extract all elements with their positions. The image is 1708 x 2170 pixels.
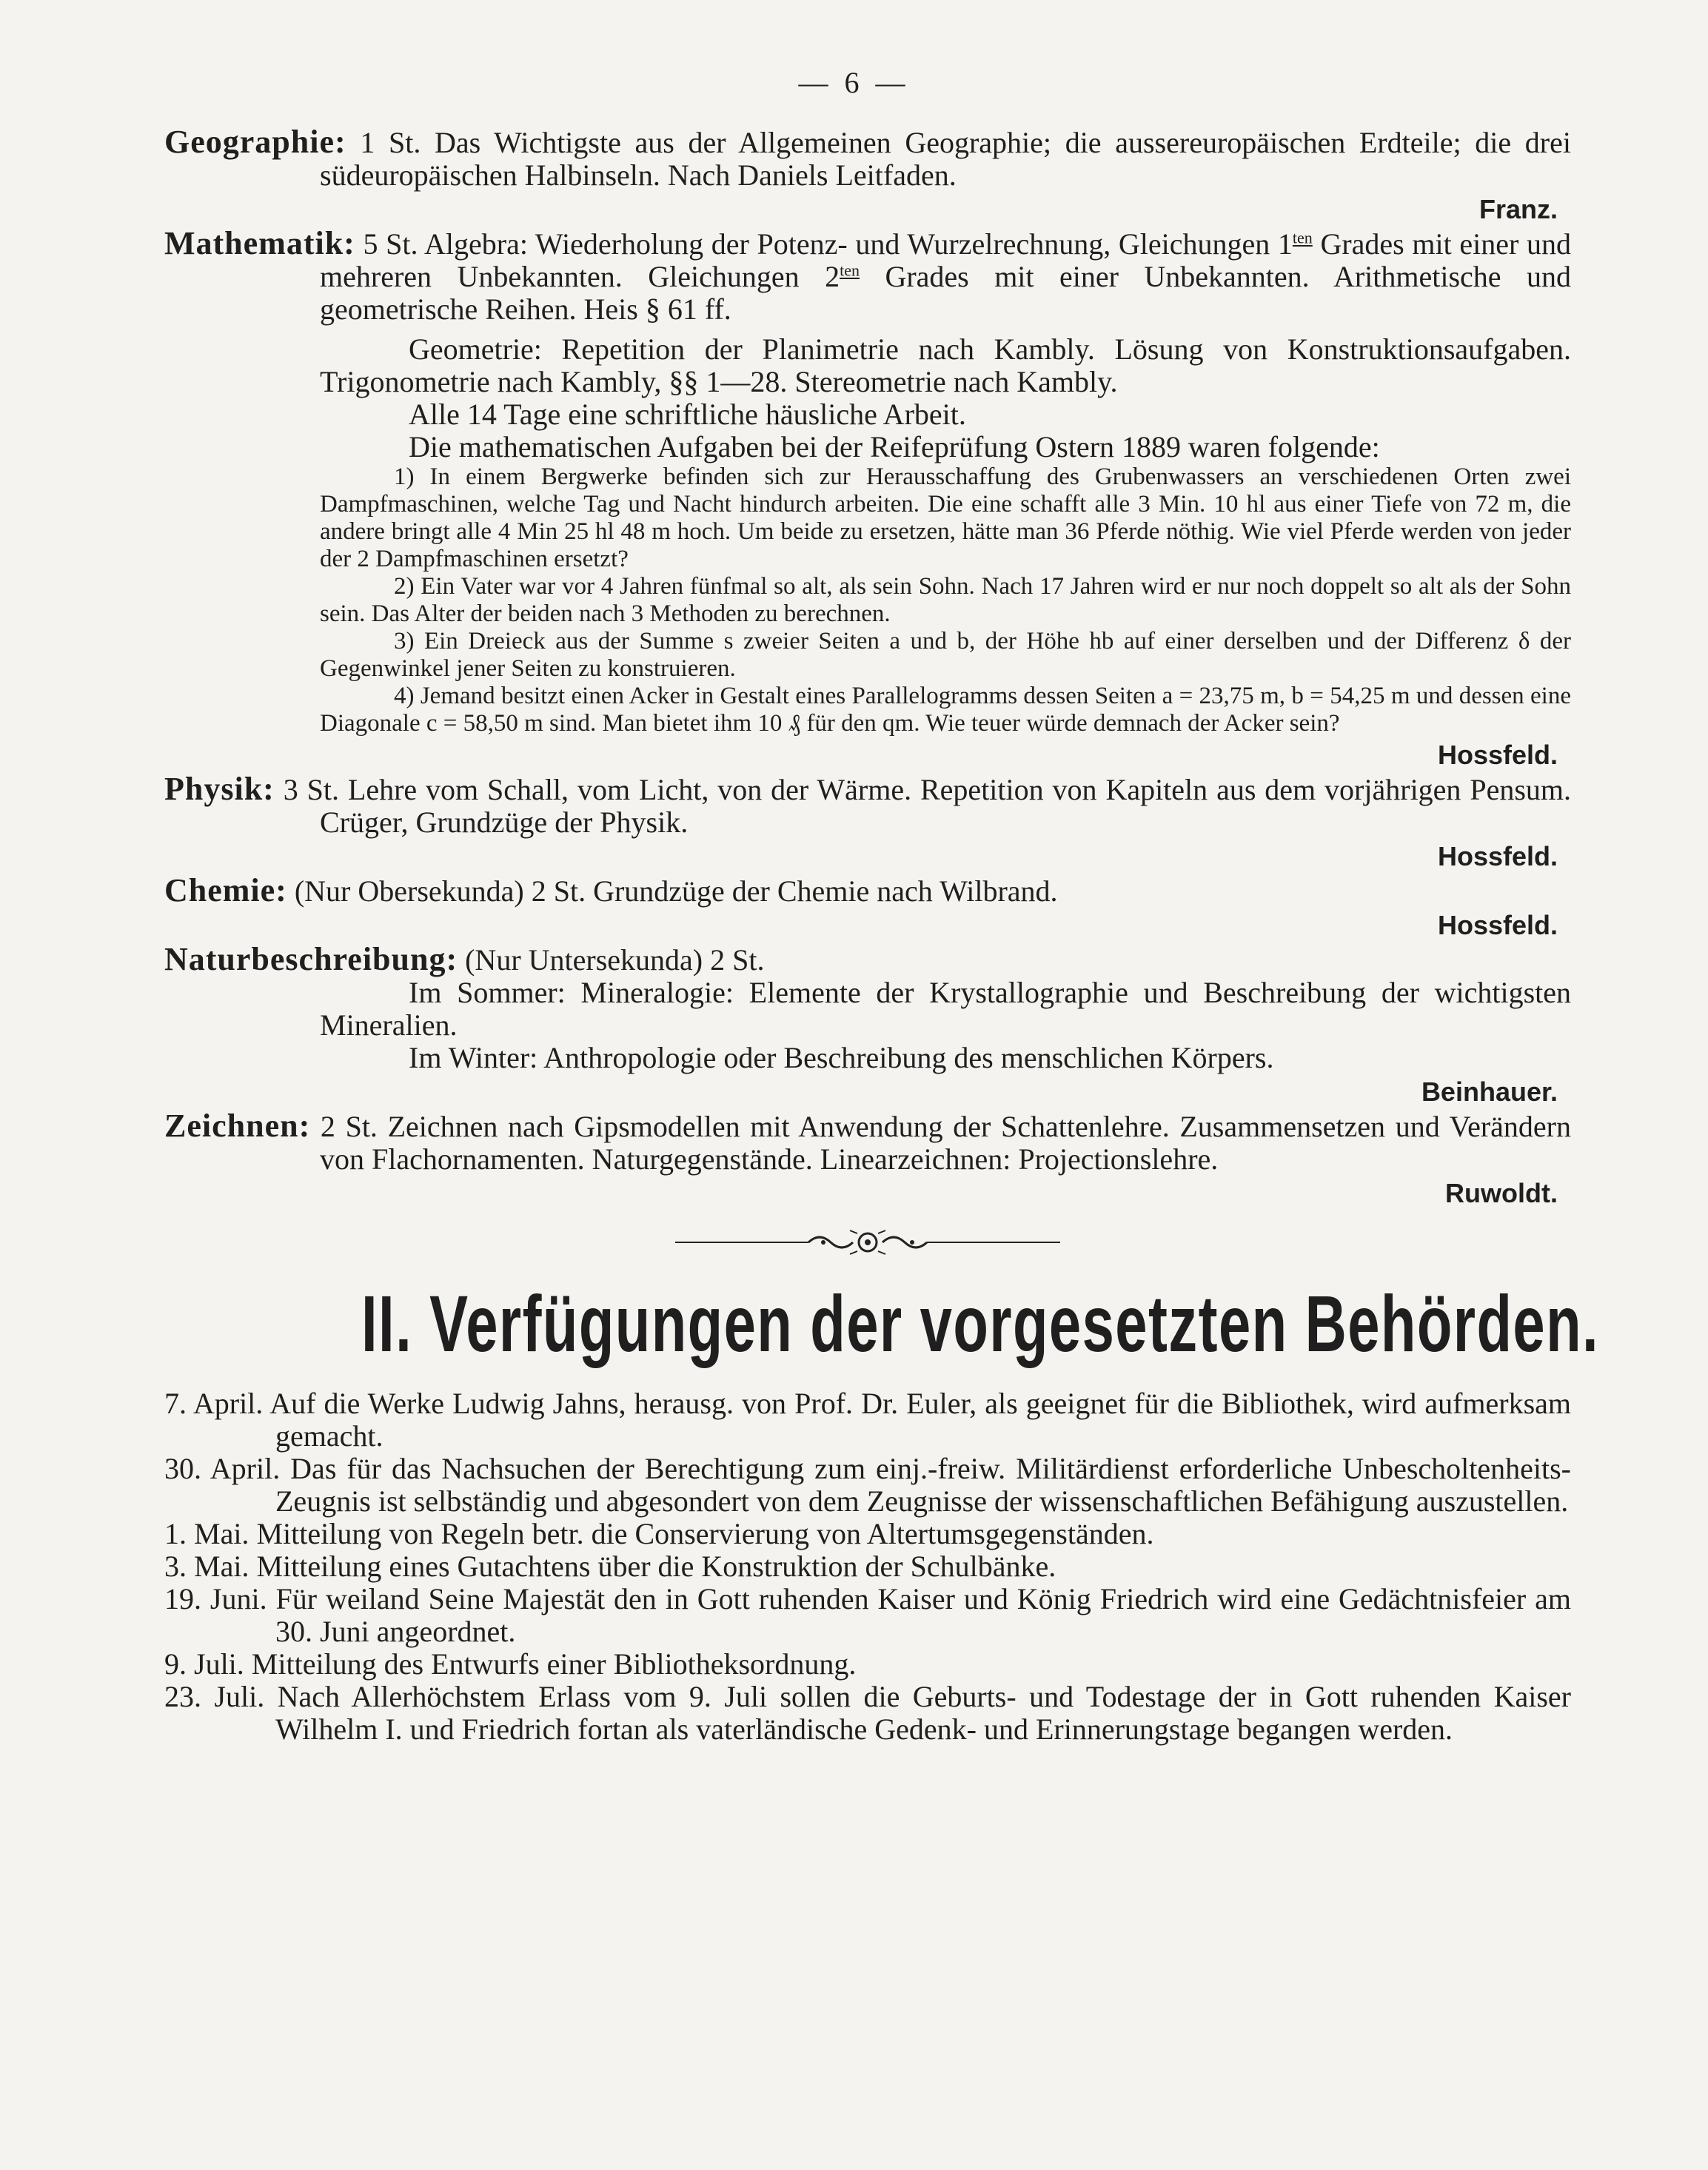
- superscript: ten: [1292, 228, 1313, 247]
- section-text: 2 St. Zeichnen nach Gipsmodellen mit Anwendung der Schattenlehre. Zusammensetzen und Verändern von Flachornamenten. Naturgegenstände. Linearzeichnen: Projectionslehre.: [320, 1110, 1572, 1176]
- subject-heading: Geographie:: [164, 124, 346, 160]
- entry-date: 1. Mai.: [164, 1517, 249, 1550]
- subject-heading: Chemie:: [164, 872, 287, 908]
- section-mathematik: [164, 227, 1571, 326]
- algebra-text-c: Grades mit einer Unbekannten. Arithmetische und geometrische Reihen. Heis § 61 ff.: [320, 260, 1572, 326]
- problem-item: 1) In einem Bergwerke befinden sich zur Herausschaffung des Grubenwassers an verschiedenen Orten zwei Dampfmaschinen, welche Tag und Nacht hindurch arbeiten. Die eine schafft alle 3 Min. 10 hl aus einer Tiefe von 72 m, die andere bringt alle 4 Min 25 hl 48 m hoch. Um beide zu ersetzen, hätte man 36 Pferde nöthig. Wie viel Pferde werden von jeder der 2 Dampfmaschinen ersetzt?: [320, 463, 1571, 572]
- sommer-text: Im Sommer: Mineralogie: Elemente der Krystallographie und Beschreibung der wichtigsten Mineralien.: [320, 976, 1571, 1042]
- section-text: 1 St. Das Wichtigste aus der Allgemeinen Geographie; die aussereuropäischen Erdteile; die drei südeuropäischen Halbinseln. Nach Daniels Leitfaden.: [320, 126, 1571, 192]
- entry-text: Mitteilung eines Gutachtens über die Konstruktion der Schulbänke.: [256, 1550, 1056, 1583]
- teacher-name: Hossfeld.: [1437, 740, 1558, 770]
- entry-date: 3. Mai.: [164, 1550, 249, 1583]
- superscript: ten: [840, 261, 860, 280]
- list-item: [164, 1387, 1571, 1453]
- section-text: 3 St. Lehre vom Schall, vom Licht, von der Wärme. Repetition von Kapiteln aus dem vorjährigen Pensum. Crüger, Grundzüge der Physik.: [283, 773, 1572, 839]
- page-body: [164, 124, 1600, 1746]
- section-text: (Nur Obersekunda) 2 St. Grundzüge der Chemie nach Wilbrand.: [294, 874, 1058, 908]
- subject-heading: Zeichnen:: [164, 1108, 311, 1144]
- problem-item: 3) Ein Dreieck aus der Summe s zweier Seiten a und b, der Höhe hb auf einer derselben und der Differenz δ der Gegenwinkel jener Seiten zu konstruieren.: [320, 628, 1571, 682]
- aufgaben-intro: Die mathematischen Aufgaben bei der Reifeprüfung Ostern 1889 waren folgende:: [409, 430, 1380, 463]
- entry-date: 9. Juli.: [164, 1647, 244, 1681]
- entry-date: 23. Juli.: [164, 1680, 265, 1713]
- entry-text: Das für das Nachsuchen der Berechtigung zum einj.-freiw. Militärdienst erforderliche Unbescholtenheits-Zeugnis ist selbständig und abgesondert von dem Zeugnisse der wissenschaftlichen Befähigung auszustellen.: [275, 1452, 1571, 1518]
- teacher-name: Hossfeld.: [1437, 841, 1558, 871]
- entry-date: 30. April.: [164, 1452, 281, 1485]
- section-title: II. Verfügungen der vorgesetzten Behörden.: [361, 1279, 1600, 1368]
- entry-text: Mitteilung von Regeln betr. die Conservierung von Altertumsgegenständen.: [256, 1517, 1154, 1550]
- entry-text: Auf die Werke Ludwig Jahns, herausg. von Prof. Dr. Euler, als geeignet für die Bibliothek, wird aufmerksam gemacht.: [269, 1387, 1572, 1453]
- teacher-name: Franz.: [1478, 194, 1558, 224]
- subject-heading: Mathematik:: [164, 225, 355, 261]
- entry-date: 7. April.: [164, 1387, 264, 1420]
- entry-date: 19. Juni.: [164, 1582, 267, 1615]
- problem-list: [164, 463, 1571, 737]
- section-text: (Nur Untersekunda) 2 St.: [465, 943, 765, 977]
- section-chemie: [164, 874, 1571, 908]
- problem-item: 2) Ein Vater war vor 4 Jahren fünfmal so alt, als sein Sohn. Nach 17 Jahren wird er nur noch doppelt so alt als der Sohn sein. Das Alter der beiden nach 3 Methoden zu berechnen.: [320, 573, 1571, 627]
- section-naturbeschreibung: [164, 943, 1571, 977]
- list-item: [164, 1648, 1571, 1681]
- entry-text: Für weiland Seine Majestät den in Gott ruhenden Kaiser und König Friedrich wird eine Gedächtnisfeier am 30. Juni angeordnet.: [275, 1582, 1572, 1648]
- teacher-name: Hossfeld.: [1437, 910, 1558, 940]
- list-item: [164, 1550, 1571, 1583]
- subject-heading: Physik:: [164, 771, 275, 807]
- section-geographie: [164, 126, 1571, 192]
- list-item: [164, 1583, 1571, 1648]
- subject-heading: Naturbeschreibung:: [164, 941, 458, 977]
- ornament-divider-icon: [675, 1228, 1060, 1257]
- algebra-text-a: 5 St. Algebra: Wiederholung der Potenz- und Wurzelrechnung, Gleichungen 1: [363, 227, 1293, 261]
- arbeit-text: Alle 14 Tage eine schriftliche häusliche Arbeit.: [409, 398, 966, 431]
- winter-text: Im Winter: Anthropologie oder Beschreibung des menschlichen Körpers.: [409, 1041, 1274, 1074]
- page-number: — 6 —: [798, 66, 910, 99]
- entry-text: Nach Allerhöchstem Erlass vom 9. Juli sollen die Geburts- und Todestage der in Gott ruhenden Kaiser Wilhelm I. und Friedrich fortan als vaterländische Gedenk- und Erinnerungstage begangen werden.: [275, 1680, 1572, 1746]
- list-item: [164, 1518, 1571, 1550]
- entry-text: Mitteilung des Entwurfs einer Bibliotheksordnung.: [251, 1647, 857, 1681]
- list-item: [164, 1681, 1571, 1746]
- list-item: [164, 1453, 1571, 1518]
- algebra-text-b: Grades mit einer und mehreren Unbekannten. Gleichungen 2: [320, 227, 1572, 293]
- problem-item: 4) Jemand besitzt einen Acker in Gestalt eines Parallelogramms dessen Seiten a = 23,75 m, b = 54,25 m und dessen eine Diagonale c = 58,50 m sind. Man bietet ihm 10 ₰ für den qm. Wie teuer würde demnach der Acker sein?: [320, 683, 1571, 737]
- teacher-name: Beinhauer.: [1421, 1076, 1558, 1107]
- geometrie-text: Geometrie: Repetition der Planimetrie nach Kambly. Lösung von Konstruktionsaufgaben. Trigonometrie nach Kambly, §§ 1—28. Stereometrie nach Kambly.: [320, 332, 1571, 398]
- teacher-name: Ruwoldt.: [1445, 1178, 1558, 1208]
- section-zeichnen: [164, 1110, 1571, 1176]
- section-physik: [164, 773, 1571, 839]
- entry-list: [164, 1387, 1571, 1746]
